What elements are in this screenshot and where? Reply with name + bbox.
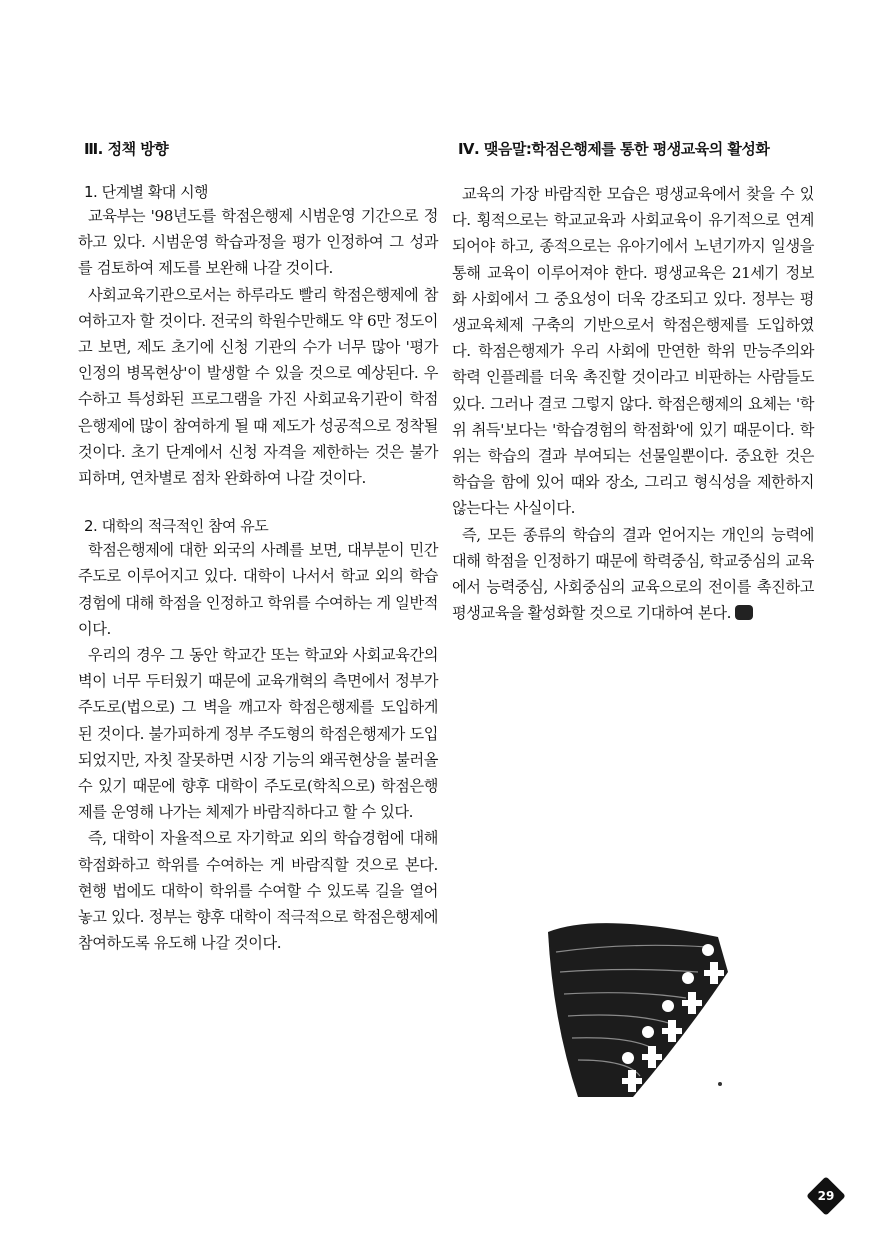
page-number-badge (806, 1176, 846, 1216)
paragraph: 우리의 경우 그 동안 학교간 또는 학교와 사회교육간의 벽이 너무 두터웠기 때문에 교육개혁의 측면에서 정부가 주도로(법으로) 그 벽을 깨고자 학점은행제를 도입하게 된 것이다. 불가피하게 정부 주도형의 학점은행제가 도입되었지만, 자칫 잘못하면 시장 기능의 왜곡현상을 불러올 수 있기 때문에 향후 대학이 주도로(학칙으로) 학점은행제를 운영해 나가는 체제가 바람직하다고 할 수 있다. (78, 646, 438, 822)
section-heading-conclusion: Ⅳ. 맺음말:학점은행제를 통한 평생교육의 활성화 (458, 140, 770, 158)
paragraph: 교육의 가장 바람직한 모습은 평생교육에서 찾을 수 있다. 횡적으로는 학교교육과 사회교육이 유기적으로 연계되어야 하고, 종적으로는 유아기에서 노년기까지 일생을 통해 교육이 이루어져야 한다. 평생교육은 21세기 정보화 사회에서 그 중요성이 더욱 강조되고 있다. 정부는 평생교육체제 구축의 기반으로서 학점은행제를 도입하였다. 학점은행제가 우리 사회에 만연한 학위 만능주의와 학력 인플레를 더욱 촉진할 것이라고 비판하는 사람들도 있다. 그러나 결코 그렇지 않다. 학점은행제의 요체는 '학위 취득'보다는 '학습경험의 학점화'에 있기 때문이다. 학위는 학습의 결과 부여되는 선물일뿐이다. 중요한 것은 학습을 함에 있어 때와 장소, 그리고 형식성을 제한하지 않는다는 사실이다. (452, 185, 814, 518)
paragraph (452, 522, 814, 627)
subheading-phased-expansion: 1. 단계별 확대 시행 (84, 183, 209, 201)
paragraph-text: 즉, 모든 종류의 학습의 결과 얻어지는 개인의 능력에 대해 학점을 인정하기 때문에 학력중심, 학교중심의 교육에서 능력중심, 사회중심의 교육으로의 전이를 촉진하고 평생교육을 활성화할 것으로 기대하여 본다. (452, 525, 814, 623)
paragraph: 학점은행제에 대한 외국의 사례를 보면, 대부분이 민간 주도로 이루어지고 있다. 대학이 나서서 학교 외의 학습경험에 대해 학점을 인정하고 학위를 수여하는 게 일반적이다. (78, 541, 438, 638)
paragraph: 즉, 대학이 자율적으로 자기학교 외의 학습경험에 대해 학점화하고 학위를 수여하는 게 바람직할 것으로 본다. 현행 법에도 대학이 학위를 수여할 수 있도록 길을 열어놓고 있다. 정부는 향후 대학이 적극적으로 학점은행제에 참여하도록 유도해 나갈 것이다. (78, 829, 438, 953)
right-column (452, 138, 814, 626)
subheading-university-participation: 2. 대학의 적극적인 참여 유도 (84, 517, 269, 536)
page-number: 29 (817, 1189, 835, 1203)
graduates-illustration (538, 912, 738, 1102)
paragraph: 사회교육기관으로서는 하루라도 빨리 학점은행제에 참여하고자 할 것이다. 전국의 학원수만해도 약 6만 정도이고 보면, 제도 초기에 신청 기관의 수가 너무 많아 '평가인정의 병목현상'이 발생할 수 있을 것으로 예상된다. 우수하고 특성화된 프로그램을 가진 사회교육기관이 학점은행제에 많이 참여하게 될 때 제도가 성공적으로 정착될 것이다. 초기 단계에서 신청 자격을 제한하는 것은 불가피하며, 연차별로 점차 완화하여 나갈 것이다. (78, 285, 438, 488)
paragraph: 교육부는 '98년도를 학점은행제 시범운영 기간으로 정하고 있다. 시범운영 학습과정을 평가 인정하여 그 성과를 검토하여 제도를 보완해 나갈 것이다. (78, 207, 438, 278)
left-column (78, 138, 438, 956)
end-mark-icon (735, 605, 753, 620)
section-heading-policy: Ⅲ. 정책 방향 (84, 140, 169, 158)
